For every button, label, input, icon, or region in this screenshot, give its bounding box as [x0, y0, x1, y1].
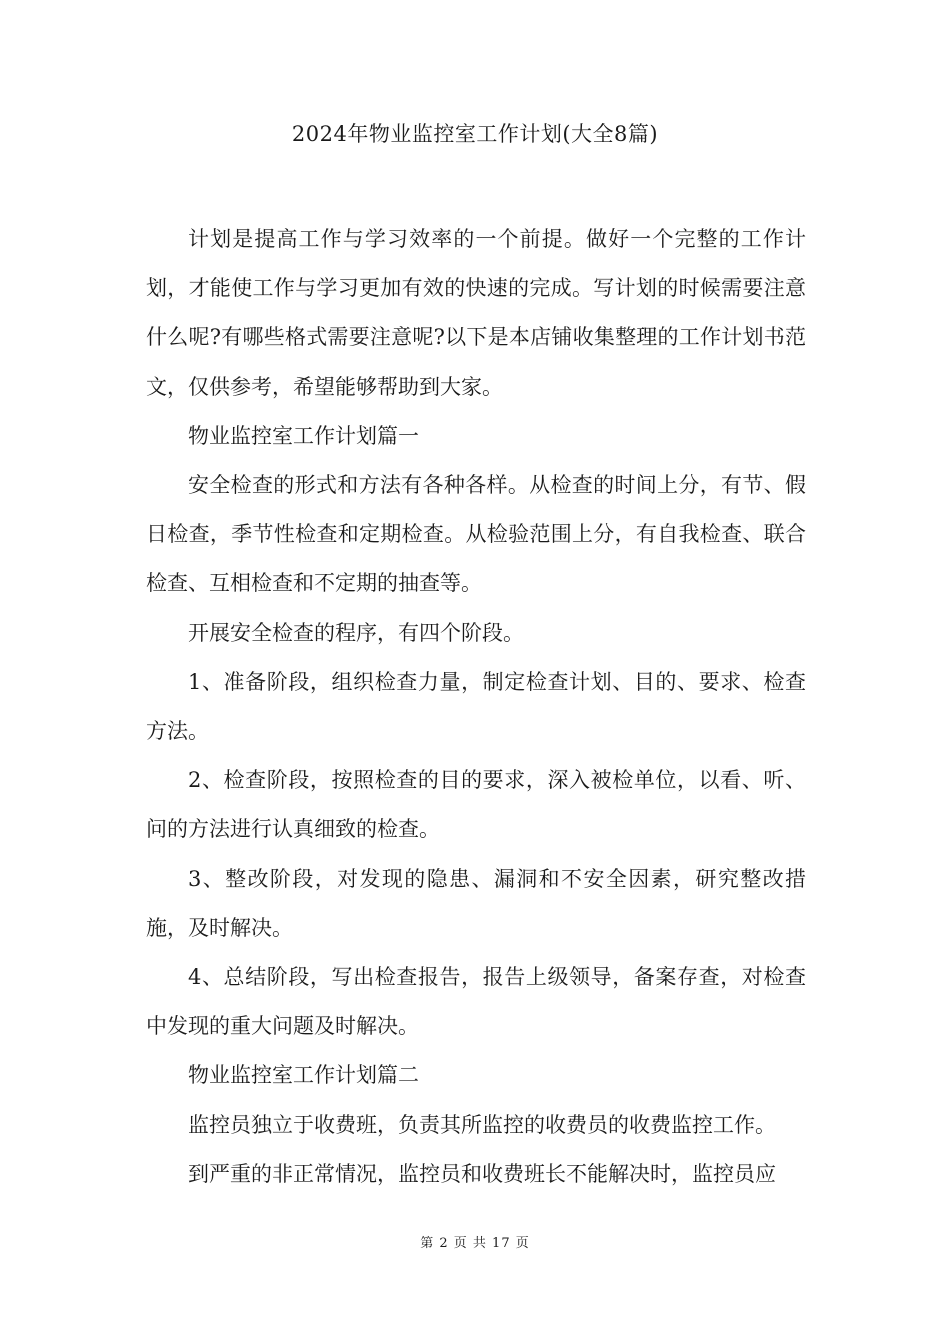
- list-item: 4、总结阶段，写出检查报告，报告上级领导，备案存查，对检查中发现的重大问题及时解决。: [146, 965, 806, 1039]
- document-title: 2024年物业监控室工作计划(大全8篇): [291, 122, 659, 146]
- list-item: 2、检查阶段，按照检查的目的要求，深入被检单位，以看、听、问的方法进行认真细致的检查。: [146, 768, 806, 842]
- body-paragraph: 开展安全检查的程序，有四个阶段。: [188, 620, 524, 645]
- body-paragraph: 到严重的非正常情况，监控员和收费班长不能解决时，监控员应: [188, 1161, 776, 1186]
- list-item: 3、整改阶段，对发现的隐患、漏洞和不安全因素，研究整改措施，及时解决。: [146, 866, 806, 940]
- section-heading: 物业监控室工作计划篇一: [188, 423, 419, 448]
- body-paragraph: 安全检查的形式和方法有各种各样。从检查的时间上分，有节、假日检查，季节性检查和定期检查。从检验范围上分，有自我检查、联合检查、互相检查和不定期的抽查等。: [146, 473, 806, 596]
- body-paragraph: 监控员独立于收费班，负责其所监控的收费员的收费监控工作。: [188, 1112, 776, 1137]
- page-number-footer: 第 2 页 共 17 页: [420, 1236, 530, 1251]
- intro-paragraph: 计划是提高工作与学习效率的一个前提。做好一个完整的工作计划，才能使工作与学习更加有效的快速的完成。写计划的时候需要注意什么呢?有哪些格式需要注意呢?以下是本店铺收集整理的工作计划书范文，仅供参考，希望能够帮助到大家。: [146, 227, 806, 399]
- document-body: [146, 215, 806, 1199]
- list-item: 1、准备阶段，组织检查力量，制定检查计划、目的、要求、检查方法。: [146, 669, 806, 744]
- section-heading: 物业监控室工作计划篇二: [188, 1063, 419, 1088]
